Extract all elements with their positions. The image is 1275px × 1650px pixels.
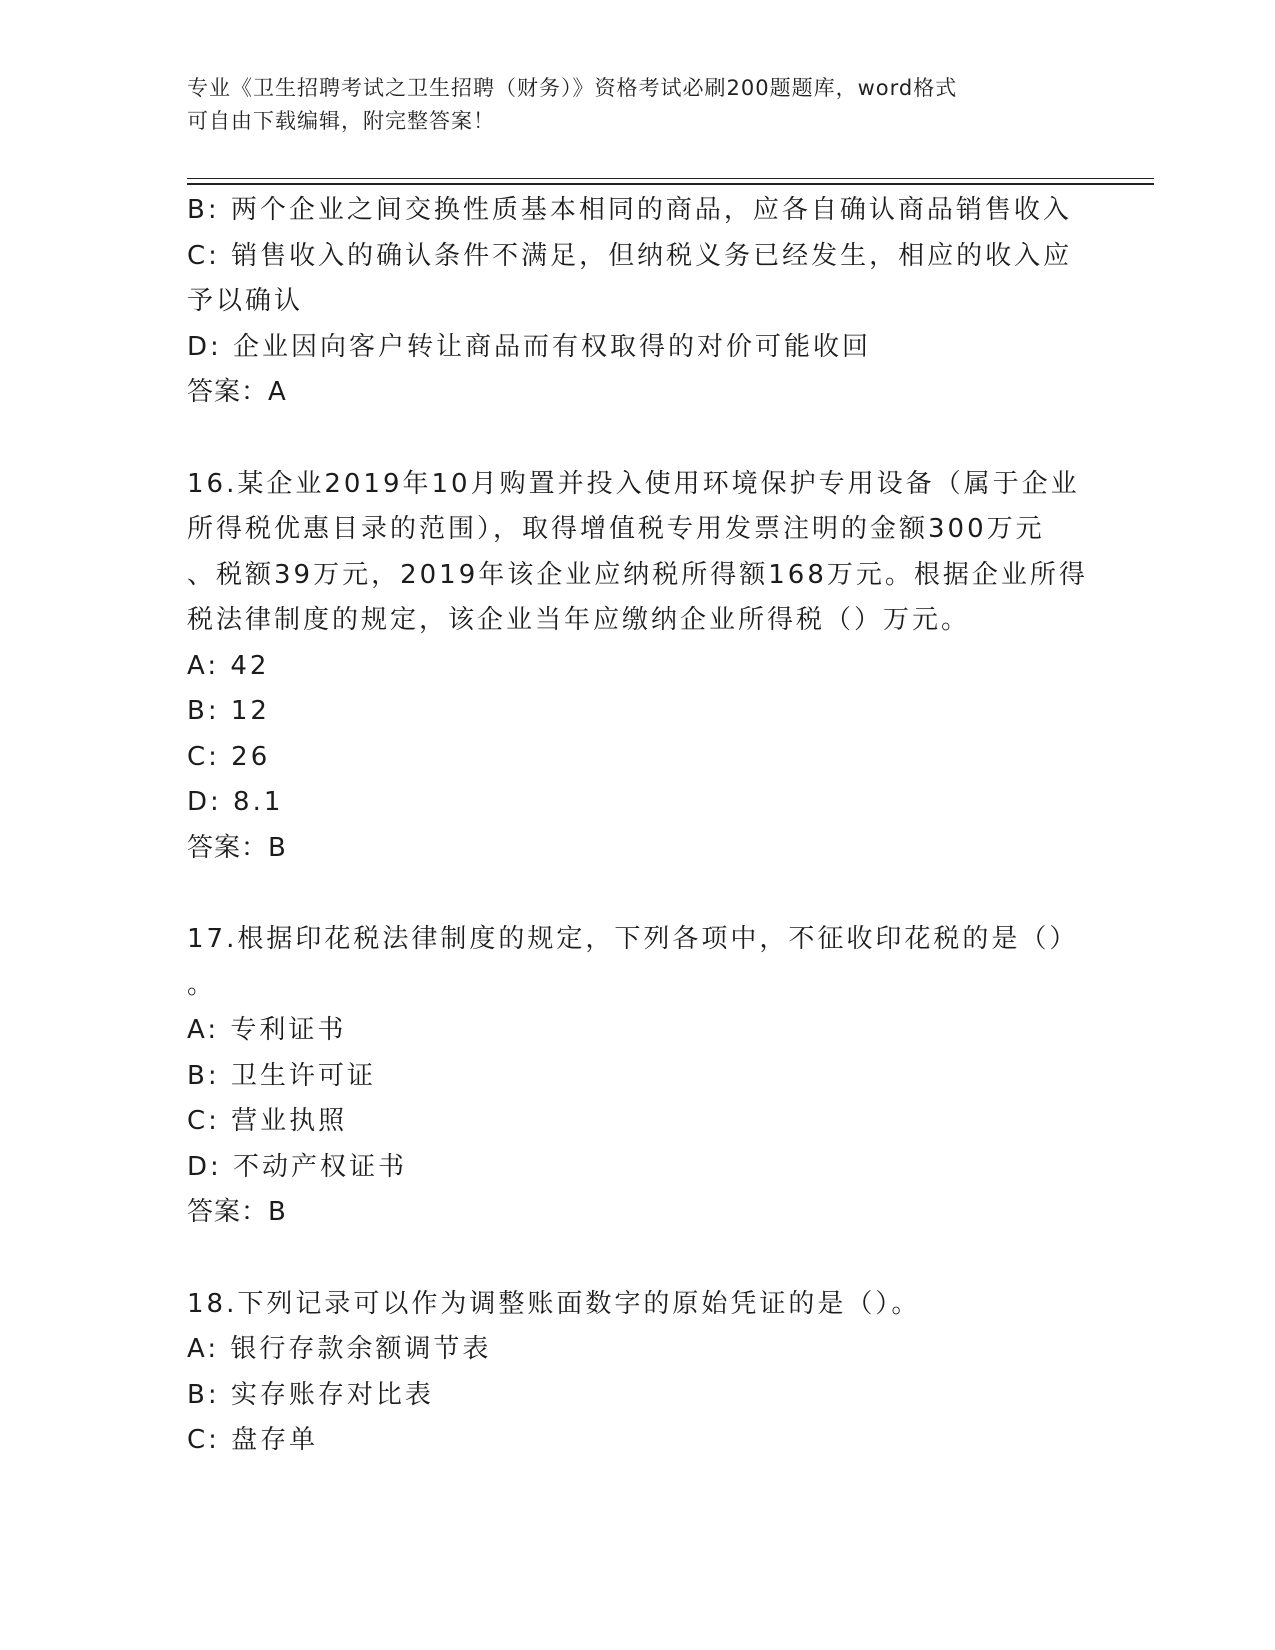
question-gap <box>187 871 1087 917</box>
question-list <box>187 188 1087 1464</box>
answer: 答案：A <box>187 377 287 407</box>
answer: 答案：B <box>187 832 287 863</box>
question-15-continued <box>187 188 1087 416</box>
document-header <box>187 72 1067 138</box>
question-16 <box>187 462 1087 872</box>
option-a: A: 专利证书 <box>187 1015 347 1045</box>
option-a: A: 42 <box>187 650 270 681</box>
header-divider-thick <box>187 183 1154 185</box>
option-c: C: 盘存单 <box>187 1425 319 1455</box>
question-stem-line-3: 、税额39万元，2019年该企业应纳税所得额168万元。根据企业所得 <box>187 559 1088 590</box>
question-stem-line-1: 17.根据印花税法律制度的规定，下列各项中，不征收印花税的是（） <box>187 924 1079 954</box>
question-stem-line-1: 18.下列记录可以作为调整账面数字的原始凭证的是（）。 <box>187 1288 921 1319</box>
option-d: D: 8.1 <box>187 787 284 817</box>
option-b: B: 12 <box>187 696 270 726</box>
option-d: D: 不动产权证书 <box>187 1151 408 1182</box>
question-18 <box>187 1282 1087 1464</box>
question-17 <box>187 917 1087 1236</box>
header-divider-thin <box>187 178 1154 179</box>
option-c-line-1: C: 销售收入的确认条件不满足，但纳税义务已经发生，相应的收入应 <box>187 240 1073 271</box>
option-b: B: 卫生许可证 <box>187 1060 376 1091</box>
option-b: B: 两个企业之间交换性质基本相同的商品，应各自确认商品销售收入 <box>187 195 1072 225</box>
option-c-line-2: 予以确认 <box>187 286 304 316</box>
option-c: C: 26 <box>187 741 271 772</box>
answer: 答案：B <box>187 1197 287 1227</box>
option-a: A: 银行存款余额调节表 <box>187 1334 492 1364</box>
question-stem-line-1: 16.某企业2019年10月购置并投入使用环境保护专用设备（属于企业 <box>187 468 1080 499</box>
question-stem-line-2: 。 <box>187 969 217 1000</box>
header-line-1: 专业《卫生招聘考试之卫生招聘（财务）》资格考试必刷200题题库，word格式 <box>187 76 958 100</box>
option-c: C: 营业执照 <box>187 1106 348 1136</box>
question-stem-line-2: 所得税优惠目录的范围），取得增值税专用发票注明的金额300万元 <box>187 514 1045 544</box>
option-b: B: 实存账存对比表 <box>187 1379 434 1410</box>
header-line-2: 可自由下载编辑，附完整答案！ <box>187 109 495 133</box>
question-gap <box>187 416 1087 462</box>
option-d: D: 企业因向客户转让商品而有权取得的对价可能收回 <box>187 331 872 362</box>
question-gap <box>187 1236 1087 1282</box>
question-stem-line-4: 税法律制度的规定，该企业当年应缴纳企业所得税（）万元。 <box>187 605 971 635</box>
